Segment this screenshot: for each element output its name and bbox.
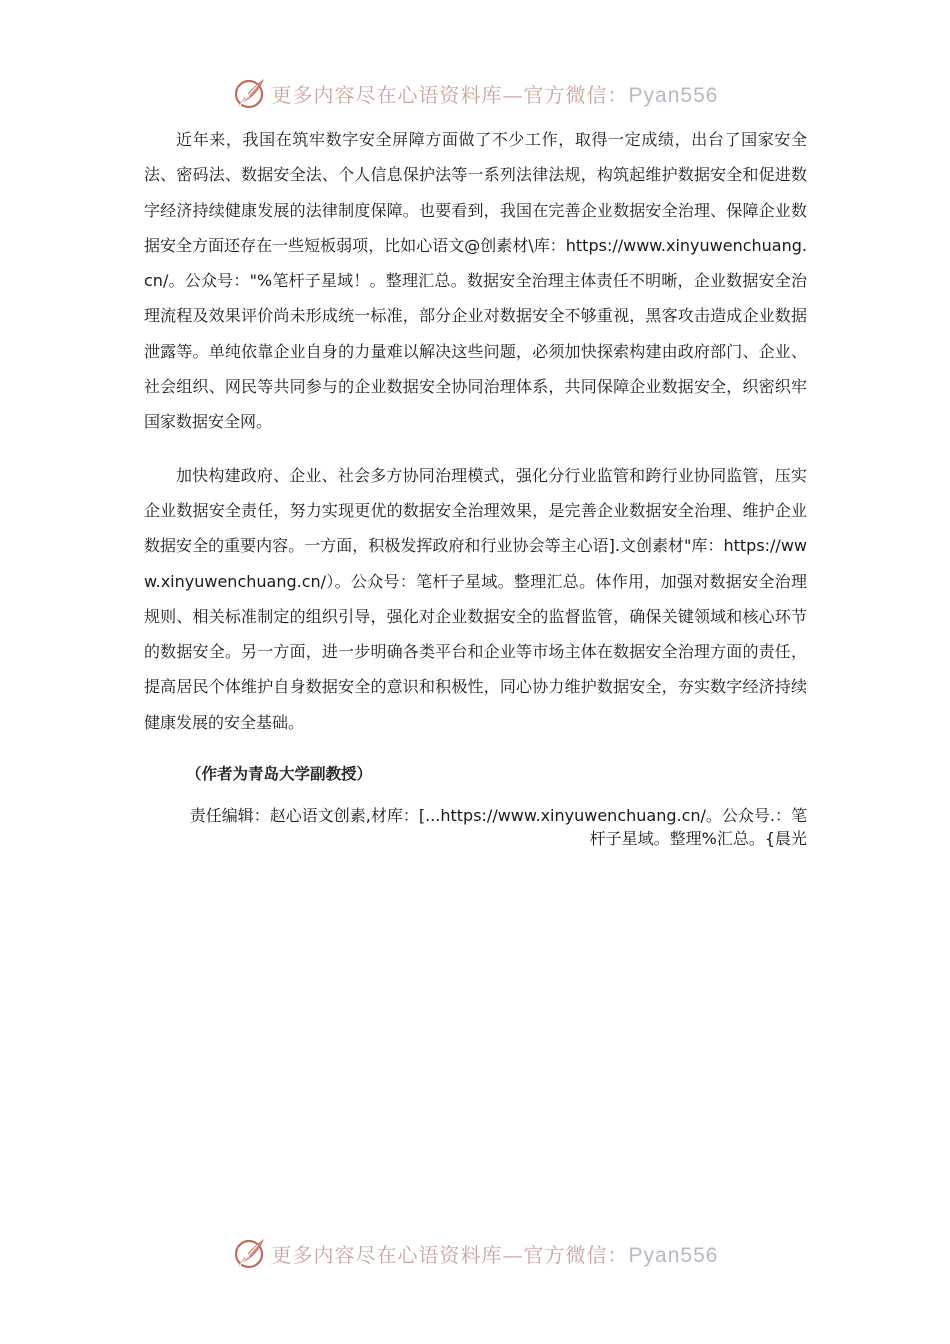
article-body	[144, 122, 807, 850]
watermark-account: Pyan556	[628, 83, 719, 107]
editor-line-1: 责任编辑：赵心语文创素,材库：[...https://www.xinyuwenchuang.cn/。公众号.：笔	[189, 806, 807, 826]
article-paragraph: 近年来，我国在筑牢数字安全屏障方面做了不少工作，取得一定成绩，出台了国家安全法、密码法、数据安全法、个人信息保护法等一系列法律法规，构筑起维护数据安全和促进数字经济持续健康发展的法律制度保障。也要看到，我国在完善企业数据安全治理、保障企业数据安全方面还存在一些短板弱项，比如心语文@创素材\库：https://www.xinyuwenchuang.cn/。公众号："%笔杆子星域！。整理汇总。数据安全治理主体责任不明晰，企业数据安全治理流程及效果评价尚未形成统一标准，部分企业对数据安全不够重视，黑客攻击造成企业数据泄露等。单纯依靠企业自身的力量难以解决这些问题，必须加快探索构建由政府部门、企业、社会组织、网民等共同参与的企业数据安全协同治理体系，共同保障企业数据安全，织密织牢国家数据安全网。	[144, 130, 807, 432]
watermark-text: 更多内容尽在心语资料库—官方微信：Pyan556	[271, 1242, 719, 1267]
watermark-text: 更多内容尽在心语资料库—官方微信：Pyan556	[271, 82, 719, 107]
header-watermark	[0, 73, 950, 113]
feather-quill-icon	[232, 1235, 268, 1271]
article-paragraph: 加快构建政府、企业、社会多方协同治理模式，强化分行业监管和跨行业协同监管，压实企业数据安全责任，努力实现更优的数据安全治理效果，是完善企业数据安全治理、维护企业数据安全的重要内容。一方面，积极发挥政府和行业协会等主心语].文创素材"库：https://www.xinyuwenchuang.cn/）。公众号：笔杆子星域。整理汇总。体作用，加强对数据安全治理规则、相关标准制定的组织引导，强化对企业数据安全的监督监管，确保关键领域和核心环节的数据安全。另一方面，进一步明确各类平台和企业等市场主体在数据安全治理方面的责任，提高居民个体维护自身数据安全的意识和积极性，同心协力维护数据安全，夯实数字经济持续健康发展的安全基础。	[144, 465, 807, 732]
watermark-account: Pyan556	[628, 1243, 719, 1267]
author-note: （作者为青岛大学副教授）	[186, 765, 373, 784]
editor-line	[144, 804, 807, 850]
footer-watermark	[0, 1233, 950, 1273]
editor-line-2: 杆子星域。整理%汇总。{晨光	[589, 829, 807, 849]
feather-quill-icon	[232, 75, 268, 111]
